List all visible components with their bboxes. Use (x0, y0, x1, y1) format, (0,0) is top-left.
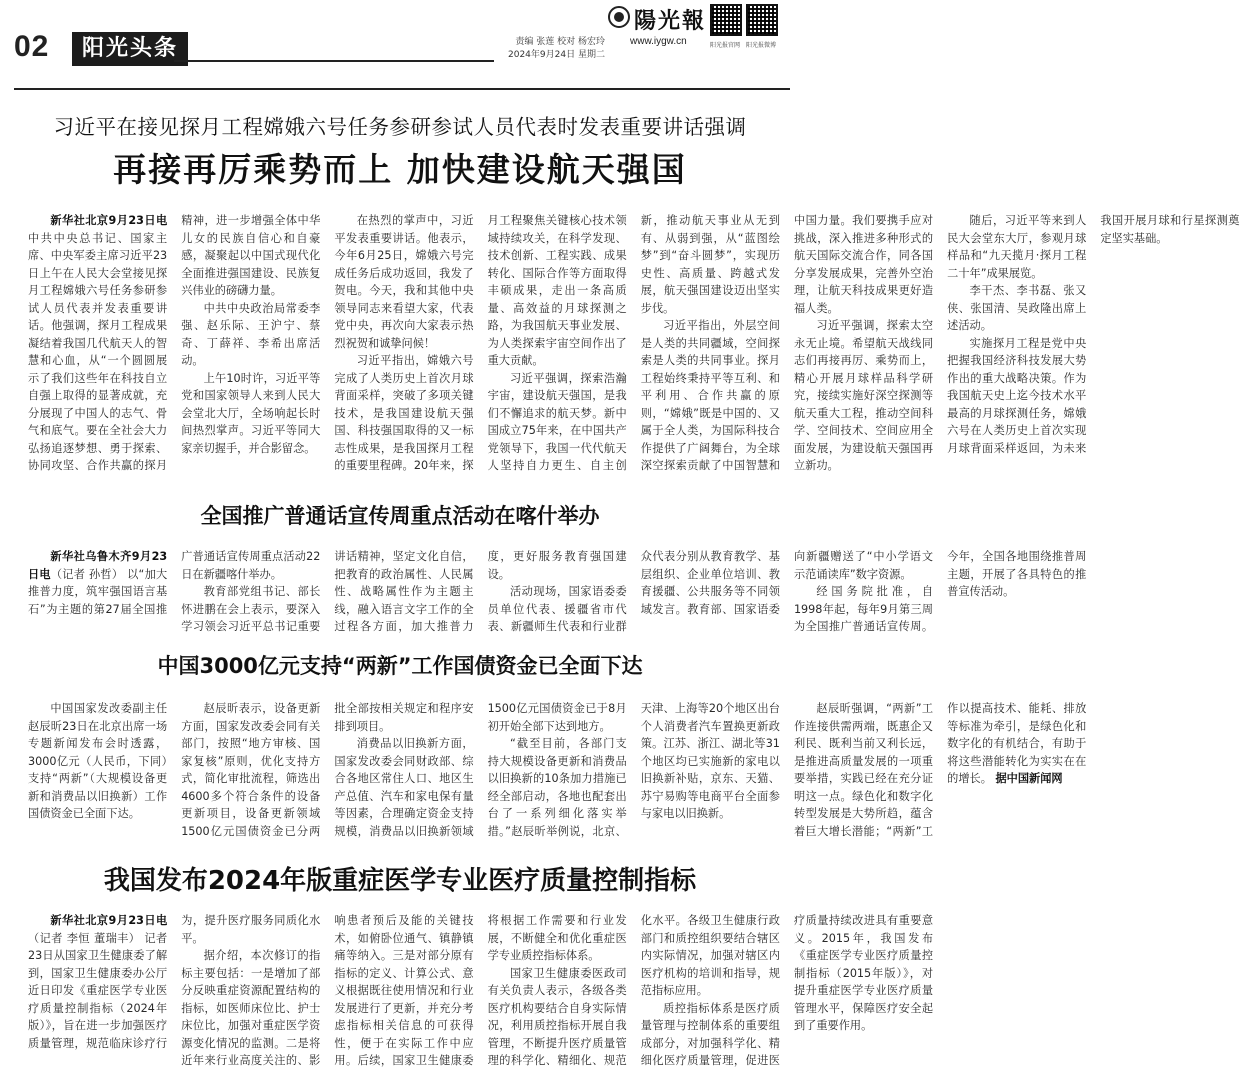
story1-paragraph: 习近平强调，探索浩瀚宇宙，建设航天强国，是我们不懈追求的航天梦。新中国成立75年来，在中国共产党领导下，我国一代代航天人坚持自力更生、自主创新，推动航天事业从无到有、从弱到强，从“蓝图绘梦”到“奋斗圆梦”，实现历史性、高质量、跨越式发展，航天强国建设迈出坚实步伐。 (487, 214, 780, 472)
editor-names: 责编 张莲 校对 杨宏玲 (515, 37, 605, 47)
story1-paragraph: 中共中央政治局常委李强、赵乐际、王沪宁、蔡奇、丁薛祥、李希出席活动。 (181, 301, 321, 367)
issue-date: 2024年9月24日 星期二 (508, 50, 605, 60)
newspaper-logo (608, 4, 718, 34)
website-url[interactable]: www.iygw.cn (630, 36, 687, 47)
story2-body (28, 548, 1087, 636)
story1-paragraph: 习近平指出，嫦娥六号完成了人类历史上首次月球背面采样，突破了多项关键技术，是我国建设航天强国、科技强国取得的又一标志性成果，是我国探月工程的重要里程碑。20年来，探月工程聚焦关键核心技术领域持续攻关，在科学发现、技术创新、工程实践、成果转化、国际合作等方面取得丰硕成果，走出一条高质量、高效益的月球探测之路，为我国航天事业发展、为人类探索宇宙空间作出了重大贡献。 (334, 214, 627, 472)
story4-headline: 我国发布2024年版重症医学专业医疗质量控制指标 (103, 866, 697, 896)
story4-body (28, 912, 934, 1080)
story1-headline: 再接再厉乘势而上 加快建设航天强国 (113, 150, 687, 189)
story1-paragraph: 习近平强调，探索太空永无止境。希望航天战线同志们再接再厉、乘势而上，精心开展月球样品科学研究，接续实施好深空探测等航天重大工程，推动空间科学、空间技术、空间应用全面发展，为建设航天强国再立新功。 (793, 319, 934, 472)
qr-caption: 阳光报官网 (710, 42, 741, 49)
story4-paragraph: 国家卫生健康委医政司有关负责人表示，各级各类医疗机构要结合自身实际情况，利用质控指标开展自我管理，不断提升医疗质量管理的科学化、精细化、规范化水平。各级卫生健康行政部门和质控组织要结合辖区内实际情况，加强对辖区内医疗机构的培训和指导，规范指标应用。 (487, 914, 780, 1067)
qr-code-icon[interactable] (710, 4, 742, 36)
logo-text: 陽光報 (634, 8, 707, 34)
reporter: （记者 李恒 董瑞丰） (28, 931, 141, 945)
editor-credits (508, 36, 605, 62)
section-name: 阳光头条 (72, 32, 188, 66)
story4-paragraph: 据介绍，本次修订的指标主要包括：一是增加了部分反映重症资源配置结构的指标，如医师床位比、护士床位比，加强对重症医学资源变化情况的监测。二是将近年来行业高度关注的、影响患者预后及能的关键技术，如俯卧位通气、镇静镇痛等纳入。三是对部分原有指标的定义、计算公式、意义根据既往使用情况和行业发展进行了更新，并充分考虑指标相关信息的可获得性，便于在实际工作中应用。后续，国家卫生健康委将根据工作需要和行业发展，不断健全和优化重症医学专业质控指标体系。 (181, 914, 627, 1067)
story4-paragraph: 质控指标体系是医疗质量管理与控制体系的重要组成部分，对加强科学化、精细化医疗质量管理，促进医疗质量持续改进具有重要意义。2015年，我国发布《重症医学专业医疗质量控制指标（2015年版）》，对提升重症医学专业医疗质量管理水平，保障医疗安全起到了重要作用。 (640, 914, 934, 1067)
story1-paragraph: 新华社北京9月23日电 中共中央总书记、国家主席、中央军委主席习近平23日上午在人民大会堂接见探月工程嫦娥六号任务参研参试人员代表并发表重要讲话。他强调，探月工程成果凝结着我国几代航天人的智慧和心血，从“一个圆圆展示了我们这些年在科技自立自强上取得的显著成就，充分展现了中国人的志气、骨气和底气。要在全社会大力弘扬追逐梦想、勇于探索、协同攻坚、合作共赢的探月精神，进一步增强全体中华儿女的民族自信心和自豪感，凝聚起以中国式现代化全面推进强国建设、民族复兴伟业的磅礴力量。 (28, 214, 321, 472)
story3-headline: 中国3000亿元支持“两新”工作国债资金已全面下达 (157, 654, 643, 678)
page-number: 02 (14, 30, 50, 63)
story3-body (28, 700, 1087, 850)
story2-paragraph: 活动现场，国家语委委员单位代表、援疆省市代表、新疆师生代表和行业群众代表分别从教育教学、基层组织、企业单位培训、教育援疆、公共服务等不同领域发言。教育部、国家语委向新疆赠送了“中小学语文示范诵读库”数字资源。 (487, 550, 934, 633)
qr-code-icon[interactable] (746, 4, 778, 36)
section-rule (174, 60, 494, 62)
story2-paragraph: 教育部党组书记、部长怀进鹏在会上表示，要深入学习领会习近平总书记重要讲话精神，坚定文化自信，把教育的政治属性、人民属性、战略属性作为主题主线，融入语言文字工作的全过程各方面，加大推普力度，更好服务教育强国建设。 (181, 550, 627, 633)
story2-paragraph: 新华社乌鲁木齐9月23日电（记者 孙哲） 以“加大推普力度，筑牢强国语言基石”为主题的第27届全国推广普通话宣传周重点活动22日在新疆喀什举办。 (28, 550, 321, 616)
reporter: （记者 孙哲） (50, 567, 124, 581)
story1-body (28, 212, 1240, 486)
dateline: 新华社北京9月23日电 (50, 914, 168, 927)
story1-paragraph: 实施探月工程是党中央把握我国经济科技发展大势作出的重大战略决策。作为我国航天史上迄今技术水平最高的月球探测任务，嫦娥六号在人类历史上首次实现月球背面采样返回，为未来我国开展月球和行星探测奠定坚实基础。 (947, 214, 1240, 455)
divider (14, 88, 790, 90)
story3-paragraph: 中国国家发改委副主任赵辰昕23日在北京出席一场专题新闻发布会时透露，3000亿元（人民币，下同）支持“两新”（大规模设备更新和消费品以旧换新）工作国债资金已全面下达。 (28, 702, 168, 820)
story3-paragraph: 消费品以旧换新方面，国家发改委会同财政部、综合各地区常住人口、地区生产总值、汽车和家电保有量等因素，合理确定资金支持规模，消费品以旧换新领域1500亿元国债资金已于8月初开始全部下达到地方。 (334, 702, 627, 838)
sun-logo-icon (608, 6, 630, 28)
story1-paragraph: 上午10时许，习近平等党和国家领导人来到人民大会堂北大厅，全场响起长时间热烈掌声。习近平等同大家亲切握手，并合影留念。 (181, 371, 321, 455)
story1-paragraph: 随后，习近平等来到人民大会堂东大厅，参观月球样品和“九天揽月·探月工程二十年”成果展览。 (947, 214, 1087, 280)
source-credit: 据中国新闻网 (995, 772, 1063, 785)
story1-paragraph: 习近平指出，外层空间是人类的共同疆域，空间探索是人类的共同事业。探月工程始终秉持平等互利、和平利用、合作共赢的原则，“嫦娥”既是中国的、又属于全人类，为国际科技合作提供了广阔舞台，为全球深空探索贡献了中国智慧和中国力量。我们要携手应对挑战，深入推进多种形式的航天国际交流合作，同各国分享发展成果，完善外空治理，让航天科技成果更好造福人类。 (640, 214, 934, 472)
dateline: 新华社北京9月23日电 (50, 214, 168, 227)
qr-caption: 阳光报微博 (746, 42, 777, 49)
story1-kicker: 习近平在接见探月工程嫦娥六号任务参研参试人员代表时发表重要讲话强调 (53, 115, 747, 139)
story2-paragraph: 经国务院批准，自1998年起，每年9月第三周为全国推广普通话宣传周。今年，全国各地围绕推普周主题，开展了各具特色的推普宣传活动。 (793, 550, 1087, 633)
story3-paragraph: 赵辰昕强调，“两新”工作连接供需两端，既惠企又利民、既利当前又利长远，是推进高质量发展的一项重要举措，实践已经在充分证明这一点。绿色化和数字化转型发展是大势所趋，蕴含着巨大增长潜能；“两新”工作以提高技术、能耗、排放等标准为牵引，是绿色化和数字化的有机结合，有助于将这些潜能转化为实实在在的增长。 据中国新闻网 (793, 702, 1087, 838)
dateline: 新华社乌鲁木齐9月23日电 (28, 550, 168, 581)
story1-paragraph: 李干杰、李书磊、张又侠、张国清、吴政隆出席上述活动。 (947, 284, 1087, 332)
story2-headline: 全国推广普通话宣传周重点活动在喀什举办 (200, 504, 600, 528)
story4-paragraph: 新华社北京9月23日电（记者 李恒 董瑞丰） 记者23日从国家卫生健康委了解到，国家卫生健康委办公厅近日印发《重症医学专业医疗质量控制指标（2024年版）》，旨在进一步加强医疗质量管理，规范临床诊疗行为，提升医疗服务同质化水平。 (28, 914, 321, 1050)
story3-paragraph: “截至目前，各部门支持大规模设备更新和消费品以旧换新的10条加力措施已经全部启动，各地也配套出台了一系列细化落实举措。”赵辰昕举例说，北京、天津、上海等20个地区出台个人消费者汽车置换更新政策。江苏、浙江、湖北等31个地区均已实施新的家电以旧换新补贴，京东、天猫、苏宁易购等电商平台全面参与家电以旧换新。 (487, 702, 780, 838)
story1-paragraph: 在热烈的掌声中，习近平发表重要讲话。他表示，今年6月25日，嫦娥六号完成任务后成功返回，我发了贺电。今天，我和其他中央领导同志来看望大家，代表党中央，再次向大家表示热烈祝贺和诚挚问候！ (334, 214, 474, 350)
story3-paragraph: 赵辰昕表示，设备更新方面，国家发改委会同有关部门，按照“地方审核、国家复核”原则，优化支持方式，简化审批流程，筛选出4600多个符合条件的设备更新项目，设备更新领域1500亿元国债资金已分两批全部按相关规定和程序安排到项目。 (181, 702, 474, 838)
